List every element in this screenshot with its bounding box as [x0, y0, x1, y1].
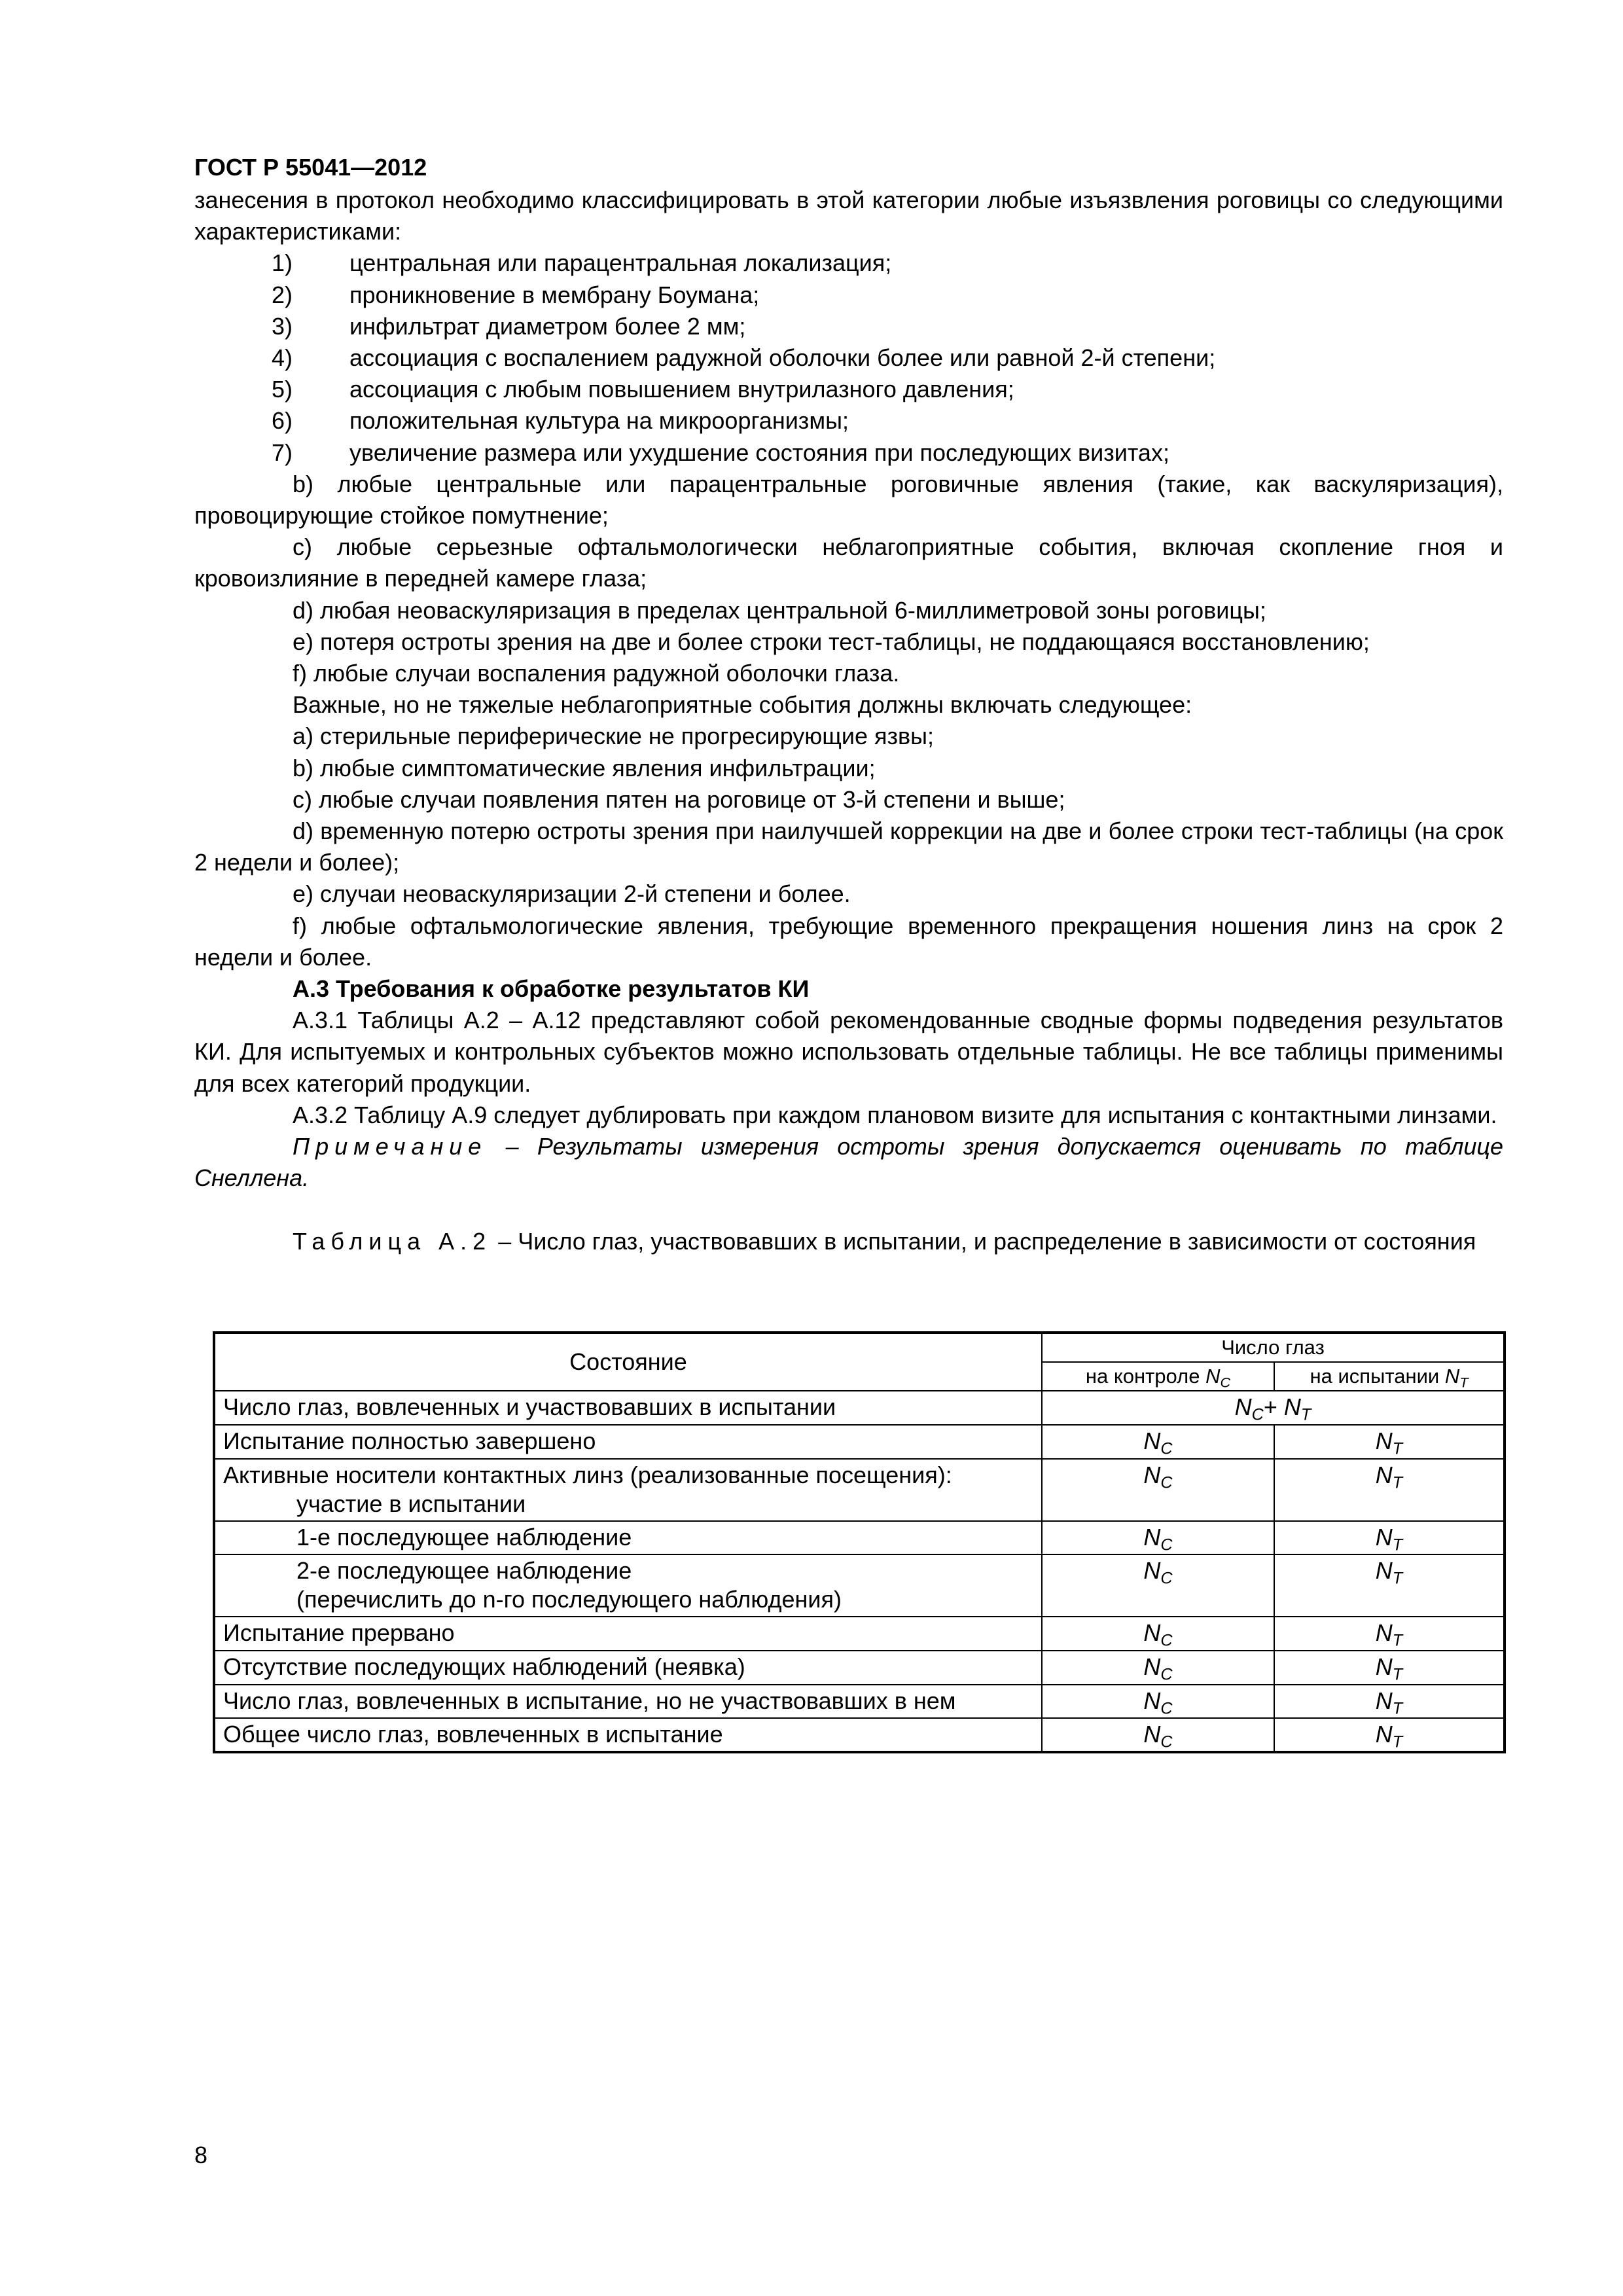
- cell-test: $N_T$: [1274, 1554, 1505, 1617]
- important-item: c) любые случаи появления пятен на роговице от 3-й степени и выше;: [293, 785, 1065, 813]
- note-label: Примечание: [293, 1133, 488, 1160]
- important-item: а) стерильные периферические не прогресирующие язвы;: [293, 723, 934, 750]
- cell-test: $N_T$: [1274, 1425, 1505, 1459]
- numbered-item: [194, 437, 1503, 469]
- important-intro: Важные, но не тяжелые неблагоприятные события должны включать следующее:: [293, 691, 1192, 719]
- cell-control: $N_C$: [1042, 1651, 1274, 1685]
- row-label: Испытание полностью завершено: [214, 1425, 1042, 1459]
- group-title: Активные носители контактных линз (реализованные посещения):: [223, 1462, 952, 1488]
- row-label: Отсутствие последующих наблюдений (неявка): [214, 1651, 1042, 1685]
- item-text: положительная культура на микроорганизмы;: [349, 407, 849, 435]
- column-header-control: на контроле $N_C$: [1042, 1362, 1274, 1391]
- numbered-item: [194, 342, 1503, 374]
- document-header: ГОСТ Р 55041—2012: [194, 154, 427, 181]
- row-label: Число глаз, вовлеченных в испытание, но не участвовавших в нем: [214, 1685, 1042, 1718]
- table-caption-label: Таблица А.2: [293, 1227, 492, 1255]
- numbered-item: [194, 279, 1503, 311]
- numbered-item: [194, 405, 1503, 437]
- column-header-state: Состояние: [214, 1333, 1042, 1391]
- important-item: d) временную потерю остроты зрения при наилучшей коррекции на две и более строки тест-таблицы (на срок 2 недели и более);: [194, 817, 1503, 876]
- row-label: Испытание прервано: [214, 1617, 1042, 1651]
- column-header-eye-count: Число глаз: [1042, 1333, 1505, 1362]
- item-text: увеличение размера или ухудшение состояния при последующих визитах;: [349, 439, 1169, 466]
- item-number: 5): [271, 376, 293, 403]
- item-text: проникновение в мембрану Боумана;: [349, 281, 760, 308]
- important-item: e) случаи неоваскуляризации 2-й степени и более.: [293, 880, 851, 908]
- row-sublabel: 1-е последующее наблюдение: [296, 1524, 632, 1551]
- eye-count-table: [213, 1331, 1506, 1753]
- item-number: 7): [271, 439, 293, 466]
- cell-test: $N_T$: [1274, 1718, 1505, 1752]
- important-item: b) любые симптоматические явления инфильтрации;: [293, 754, 876, 781]
- table-caption-text: – Число глаз, участвовавших в испытании, и распределение в зависимости от состояния: [491, 1227, 1476, 1255]
- row-label-group: [214, 1459, 1042, 1521]
- section-paragraph: А.3.1 Таблицы А.2 – А.12 представляют собой рекомендованные сводные формы подведения результатов КИ. Для испытуемых и контрольных субъектов можно использовать отдельные таблицы. Не все таблицы применимы для всех категорий продукции.: [194, 1007, 1503, 1097]
- numbered-item: [194, 374, 1503, 405]
- cell-control: $N_C$: [1042, 1425, 1274, 1459]
- row-label: [214, 1521, 1042, 1554]
- serious-item: f) любые случаи воспаления радужной оболочки глаза.: [293, 660, 900, 687]
- item-number: 4): [271, 344, 293, 372]
- row-sublabel: участие в испытании: [296, 1490, 526, 1517]
- serious-item: e) потеря остроты зрения на две и более строки тест-таблицы, не поддающаяся восстановлению;: [293, 628, 1370, 655]
- note-paragraph: [194, 1131, 1503, 1194]
- item-number: 1): [271, 249, 293, 277]
- serious-item: d) любая неоваскуляризация в пределах центральной 6-миллиметровой зоны роговицы;: [293, 596, 1266, 624]
- section-paragraph: А.3.2 Таблицу А.9 следует дублировать при каждом плановом визите для испытания с контактными линзами.: [293, 1101, 1497, 1128]
- cell-control: $N_C$: [1042, 1617, 1274, 1651]
- item-text: ассоциация с воспалением радужной оболочки более или равной 2-й степени;: [349, 344, 1216, 372]
- row-label: [214, 1554, 1042, 1617]
- numbered-item: [194, 311, 1503, 342]
- cell-control: $N_C$: [1042, 1718, 1274, 1752]
- cell-test: $N_T$: [1274, 1459, 1505, 1521]
- cell-control: $N_C$: [1042, 1554, 1274, 1617]
- table-caption: [194, 1226, 1503, 1257]
- serious-item: b) любые центральные или парацентральные роговичные явления (такие, как васкуляризация), провоцирующие стойкое помутнение;: [194, 470, 1503, 529]
- cell-test: $N_T$: [1274, 1685, 1505, 1718]
- serious-item: c) любые серьезные офтальмологически неблагоприятные события, включая скопление гноя и кровоизлияние в передней камере глаза;: [194, 533, 1503, 592]
- intro-paragraph: занесения в протокол необходимо классифицировать в этой категории любые изъязвления роговицы со следующими характеристиками:: [194, 187, 1503, 245]
- important-item: f) любые офтальмологические явления, требующие временного прекращения ношения линз на срок 2 недели и более.: [194, 912, 1503, 971]
- cell-test: $N_T$: [1274, 1617, 1505, 1651]
- cell-control: $N_C$: [1042, 1521, 1274, 1554]
- item-number: 2): [271, 281, 293, 308]
- item-text: ассоциация с любым повышением внутрилазного давления;: [349, 376, 1014, 403]
- column-header-test: на испытании $N_T$: [1274, 1362, 1505, 1391]
- item-number: 6): [271, 407, 293, 435]
- row-label: Общее число глаз, вовлеченных в испытание: [214, 1718, 1042, 1752]
- numbered-item: [194, 247, 1503, 279]
- item-text: центральная или парацентральная локализация;: [349, 249, 892, 277]
- cell-test: $N_T$: [1274, 1651, 1505, 1685]
- row-sublabel: 2-е последующее наблюдение: [296, 1557, 632, 1584]
- row-sublabel: (перечислить до n-го последующего наблюдения): [296, 1586, 842, 1613]
- cell-test: $N_T$: [1274, 1521, 1505, 1554]
- item-number: 3): [271, 312, 293, 340]
- cell-control: $N_C$: [1042, 1459, 1274, 1521]
- note-text: – Результаты измерения остроты зрения допускается оценивать по таблице Снеллена.: [194, 1133, 1503, 1192]
- cell-sum: $N_C+ N_T$: [1042, 1391, 1505, 1425]
- item-text: инфильтрат диаметром более 2 мм;: [349, 312, 746, 340]
- page-number: 8: [194, 2142, 208, 2168]
- row-label: Число глаз, вовлеченных и участвовавших в испытании: [214, 1391, 1042, 1425]
- body-text: [194, 185, 1503, 1257]
- cell-control: $N_C$: [1042, 1685, 1274, 1718]
- section-heading: А.3 Требования к обработке результатов КИ: [293, 975, 810, 1003]
